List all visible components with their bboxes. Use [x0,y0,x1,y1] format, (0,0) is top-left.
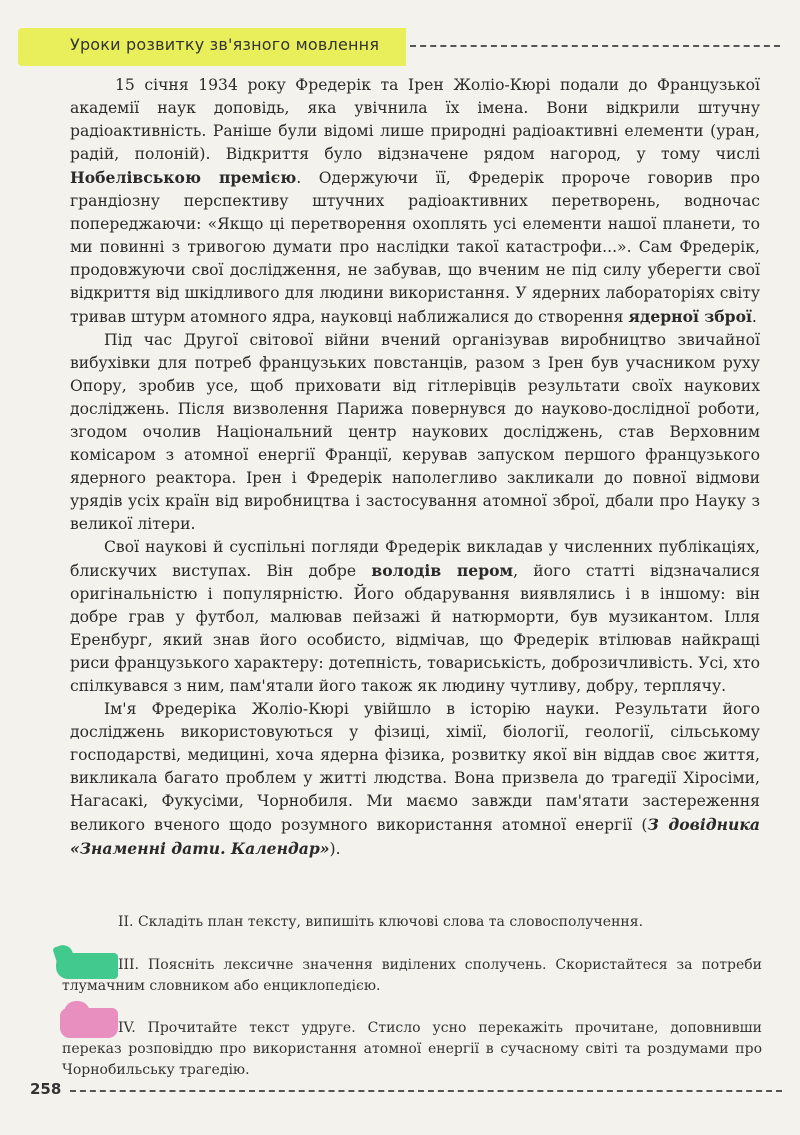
paragraph-4 [70,698,760,861]
article-text [70,74,760,861]
task-4 [62,1018,762,1081]
page-number: 258 [30,1080,62,1098]
header-dashed-rule [410,45,780,47]
paragraph-3 [70,536,760,698]
paragraph-4-part-b: ). [329,840,341,858]
footer-dashed-rule [70,1090,782,1092]
highlight-mastered-pen: володів пером [371,561,514,580]
task-3 [62,955,762,997]
task-2: II. Складіть план тексту, випишіть ключові слова та словосполучення. [118,914,644,930]
task-3-text: III. Поясніть лексичне значення виділених сполучень. Скористайтеся за потреби тлумачним словником або енциклопедією. [62,957,762,994]
paragraph-1 [70,74,760,329]
source-citation: З довідника «Знаменні дати. Календар» [70,815,761,858]
paragraph-1-part-d: . [751,308,757,326]
highlight-nobel-prize: Нобелівською премією [70,168,297,187]
task-4-text: IV. Прочитайте текст удруге. Стисло усно перекажіть прочитане, доповнивши переказ розповіддю про використання атомної енергії в сучасному світі та роздумами про Чорнобильську трагедію. [62,1020,762,1078]
paragraph-2: Під час Другої світової війни вчений організував виробництво звичайної вибухівки для потреб французьких повстанців, разом з Ірен був учасником руху Опору, зробив усе, щоб приховати від гітлерівців результати своїх наукових досліджень. Після визволення Парижа повернувся до науково-дослідної роботи, згодом очолив Національний центр наукових досліджень, став Верховним комісаром з атомної енергії Франції, керував запуском першого французького ядерного реактора. Ірен і Фредерік наполегливо закликали до повної відмови урядів усіх країн від виробництва і застосування атомної зброї, дбали про Науку з великої літери. [70,331,760,533]
paragraph-1-part-a: 15 січня 1934 року Фредерік та Ірен Жоліо-Кюрі подали до Французької академії наук доповідь, яка увічнила їх імена. Вони відкрили штучну радіоактивність. Раніше були відомі лише природні радіоактивні елементи (уран, радій, полоній). Відкриття було відзначене рядом нагород, у тому числі [70,76,760,163]
paragraph-4-part-a: Ім'я Фредеріка Жоліо-Кюрі увійшло в історію науки. Результати його досліджень використовуються у фізиці, хімії, біології, геології, сільському господарстві, медицині, хоча ядерна фізика, розвитку якої він віддав своє життя, викликала багато проблем у житті людства. Вона призвела до трагедії Хіросіми, Нагасакі, Фукусіми, Чорнобиля. Ми маємо завжди пам'ятати застереження великого вченого щодо розумного використання атомної енергії ( [70,700,760,834]
highlight-nuclear-weapon: ядерної зброї [628,307,752,326]
paragraph-3-part-a: Свої наукові й суспільні погляди Фредерік викладав у численних публікаціях, блискучих виступах. Він добре [70,538,760,580]
section-title: Уроки розвитку зв'язного мовлення [70,35,380,54]
paragraph-3-part-c: , його статті відзначалися оригінальністю і популярністю. Його обдарування виявлялись і в іншому: він добре грав у футбол, малював пейзажі й натюрморти, був музикантом. Ілля Еренбург, який знав його особисто, відмічав, що Фредерік втілював найкращі риси французького характеру: дотепність, товариськість, доброзичливість. Усі, хто спілкувався з ним, пам'ятали його також як людину чутливу, добру, терплячу. [70,562,761,695]
paragraph-1-part-c: . Одержуючи її, Фредерік пророче говорив про грандіозну перспективу штучних радіоактивних перетворень, водночас попереджаючи: «Якщо ці перетворення охоплять усі елементи нашої планети, то ми повинні з тривогою думати про наслідки такої катастрофи...». Сам Фредерік, продовжуючи свої дослідження, не забував, що вченим не під силу уберегти свої відкриття від шкідливого для людини використання. У ядерних лабораторіях світу тривав штурм атомного ядра, науковці наближалися до створення [70,169,761,326]
